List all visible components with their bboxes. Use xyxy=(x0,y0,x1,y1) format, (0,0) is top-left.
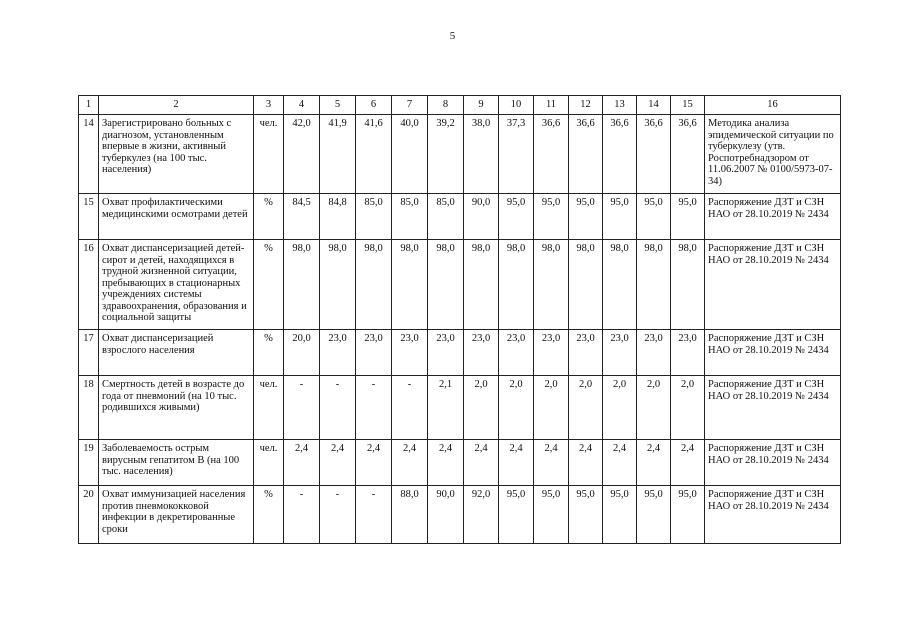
column-header: 9 xyxy=(464,96,499,115)
value-cell: 2,4 xyxy=(320,440,356,486)
value-cell: 23,0 xyxy=(499,330,534,376)
value-cell: 98,0 xyxy=(392,240,428,330)
table-row xyxy=(79,240,841,330)
value-cell: 98,0 xyxy=(356,240,392,330)
row-number: 15 xyxy=(79,194,99,240)
source-document: Распоряжение ДЗТ и СЗН НАО от 28.10.2019 № 2434 xyxy=(705,194,841,240)
indicator-name: Охват иммунизацией населения против пневмококковой инфекции в декретированные сроки xyxy=(99,486,254,544)
value-cell: 2,0 xyxy=(464,376,499,440)
value-cell: 95,0 xyxy=(569,194,603,240)
value-cell: 95,0 xyxy=(603,486,637,544)
value-cell: 95,0 xyxy=(637,486,671,544)
indicator-name: Смертность детей в возрасте до года от пневмоний (на 10 тыс. родившихся живыми) xyxy=(99,376,254,440)
unit-cell: % xyxy=(254,240,284,330)
value-cell: 23,0 xyxy=(464,330,499,376)
value-cell: 84,8 xyxy=(320,194,356,240)
row-number: 20 xyxy=(79,486,99,544)
value-cell: 23,0 xyxy=(356,330,392,376)
column-header: 1 xyxy=(79,96,99,115)
value-cell: - xyxy=(320,376,356,440)
value-cell: 39,2 xyxy=(428,115,464,194)
value-cell: 95,0 xyxy=(569,486,603,544)
value-cell: 2,4 xyxy=(284,440,320,486)
column-header: 4 xyxy=(284,96,320,115)
value-cell: 88,0 xyxy=(392,486,428,544)
column-header: 8 xyxy=(428,96,464,115)
unit-cell: чел. xyxy=(254,376,284,440)
value-cell: 23,0 xyxy=(637,330,671,376)
value-cell: 90,0 xyxy=(428,486,464,544)
value-cell: 41,9 xyxy=(320,115,356,194)
indicator-name: Заболеваемость острым вирусным гепатитом В (на 100 тыс. населения) xyxy=(99,440,254,486)
value-cell: 95,0 xyxy=(671,486,705,544)
value-cell: - xyxy=(356,376,392,440)
value-cell: 90,0 xyxy=(464,194,499,240)
value-cell: 98,0 xyxy=(637,240,671,330)
column-header: 7 xyxy=(392,96,428,115)
column-header: 3 xyxy=(254,96,284,115)
value-cell: - xyxy=(356,486,392,544)
value-cell: 2,4 xyxy=(356,440,392,486)
value-cell: 2,0 xyxy=(534,376,569,440)
header-row xyxy=(79,96,841,115)
column-header: 15 xyxy=(671,96,705,115)
page-number: 5 xyxy=(449,30,456,42)
value-cell: 95,0 xyxy=(499,194,534,240)
value-cell: - xyxy=(392,376,428,440)
value-cell: 2,4 xyxy=(603,440,637,486)
row-number: 16 xyxy=(79,240,99,330)
value-cell: 98,0 xyxy=(671,240,705,330)
column-header: 2 xyxy=(99,96,254,115)
value-cell: 20,0 xyxy=(284,330,320,376)
value-cell: 2,4 xyxy=(464,440,499,486)
value-cell: 98,0 xyxy=(428,240,464,330)
value-cell: 85,0 xyxy=(428,194,464,240)
value-cell: 40,0 xyxy=(392,115,428,194)
value-cell: 98,0 xyxy=(464,240,499,330)
value-cell: 2,4 xyxy=(637,440,671,486)
value-cell: 41,6 xyxy=(356,115,392,194)
value-cell: 95,0 xyxy=(637,194,671,240)
column-header: 16 xyxy=(705,96,841,115)
value-cell: 23,0 xyxy=(320,330,356,376)
value-cell: 2,4 xyxy=(534,440,569,486)
value-cell: 23,0 xyxy=(534,330,569,376)
value-cell: 2,4 xyxy=(428,440,464,486)
column-header: 11 xyxy=(534,96,569,115)
value-cell: 23,0 xyxy=(671,330,705,376)
source-document: Распоряжение ДЗТ и СЗН НАО от 28.10.2019 № 2434 xyxy=(705,330,841,376)
value-cell: 2,0 xyxy=(603,376,637,440)
source-document: Распоряжение ДЗТ и СЗН НАО от 28.10.2019 № 2434 xyxy=(705,376,841,440)
row-number: 18 xyxy=(79,376,99,440)
value-cell: 23,0 xyxy=(603,330,637,376)
value-cell: 95,0 xyxy=(603,194,637,240)
value-cell: 2,4 xyxy=(499,440,534,486)
value-cell: 2,1 xyxy=(428,376,464,440)
value-cell: 2,4 xyxy=(569,440,603,486)
value-cell: 37,3 xyxy=(499,115,534,194)
indicator-name: Охват диспансеризацией взрослого населения xyxy=(99,330,254,376)
table-row xyxy=(79,330,841,376)
value-cell: 2,4 xyxy=(671,440,705,486)
unit-cell: чел. xyxy=(254,115,284,194)
source-document: Распоряжение ДЗТ и СЗН НАО от 28.10.2019 № 2434 xyxy=(705,240,841,330)
value-cell: 84,5 xyxy=(284,194,320,240)
value-cell: 36,6 xyxy=(534,115,569,194)
row-number: 19 xyxy=(79,440,99,486)
value-cell: 98,0 xyxy=(534,240,569,330)
indicator-name: Зарегистрировано больных с диагнозом, установленным впервые в жизни, активный туберкулез (на 100 тыс. населения) xyxy=(99,115,254,194)
value-cell: 42,0 xyxy=(284,115,320,194)
value-cell: 92,0 xyxy=(464,486,499,544)
table-row xyxy=(79,486,841,544)
value-cell: 95,0 xyxy=(671,194,705,240)
value-cell: 85,0 xyxy=(392,194,428,240)
table-row xyxy=(79,194,841,240)
row-number: 14 xyxy=(79,115,99,194)
value-cell: 2,0 xyxy=(637,376,671,440)
source-document: Методика анализа эпидемической ситуации по туберкулезу (утв. Роспотребнадзором от 11.06.2007 № 0100/5973-07-34) xyxy=(705,115,841,194)
value-cell: 98,0 xyxy=(499,240,534,330)
value-cell: - xyxy=(284,376,320,440)
table-row xyxy=(79,440,841,486)
value-cell: - xyxy=(320,486,356,544)
value-cell: 2,0 xyxy=(569,376,603,440)
table-row xyxy=(79,376,841,440)
value-cell: 98,0 xyxy=(569,240,603,330)
unit-cell: % xyxy=(254,486,284,544)
table-row xyxy=(79,115,841,194)
value-cell: 38,0 xyxy=(464,115,499,194)
value-cell: 36,6 xyxy=(603,115,637,194)
column-header: 14 xyxy=(637,96,671,115)
value-cell: 2,0 xyxy=(671,376,705,440)
indicator-name: Охват профилактическими медицинскими осмотрами детей xyxy=(99,194,254,240)
source-document: Распоряжение ДЗТ и СЗН НАО от 28.10.2019 № 2434 xyxy=(705,440,841,486)
value-cell: 98,0 xyxy=(320,240,356,330)
unit-cell: чел. xyxy=(254,440,284,486)
value-cell: - xyxy=(284,486,320,544)
value-cell: 95,0 xyxy=(499,486,534,544)
value-cell: 23,0 xyxy=(428,330,464,376)
value-cell: 23,0 xyxy=(569,330,603,376)
row-number: 17 xyxy=(79,330,99,376)
column-header: 5 xyxy=(320,96,356,115)
value-cell: 2,0 xyxy=(499,376,534,440)
value-cell: 36,6 xyxy=(637,115,671,194)
value-cell: 23,0 xyxy=(392,330,428,376)
indicators-table xyxy=(78,95,841,544)
column-header: 12 xyxy=(569,96,603,115)
unit-cell: % xyxy=(254,194,284,240)
indicator-name: Охват диспансеризацией детей-сирот и детей, находящихся в трудной жизненной ситуации, пребывающих в стационарных учреждениях системы здравоохранения, образования и социальной защиты xyxy=(99,240,254,330)
unit-cell: % xyxy=(254,330,284,376)
value-cell: 95,0 xyxy=(534,486,569,544)
value-cell: 95,0 xyxy=(534,194,569,240)
value-cell: 36,6 xyxy=(671,115,705,194)
value-cell: 36,6 xyxy=(569,115,603,194)
value-cell: 85,0 xyxy=(356,194,392,240)
column-header: 10 xyxy=(499,96,534,115)
column-header: 6 xyxy=(356,96,392,115)
source-document: Распоряжение ДЗТ и СЗН НАО от 28.10.2019 № 2434 xyxy=(705,486,841,544)
column-header: 13 xyxy=(603,96,637,115)
value-cell: 98,0 xyxy=(603,240,637,330)
value-cell: 2,4 xyxy=(392,440,428,486)
value-cell: 98,0 xyxy=(284,240,320,330)
